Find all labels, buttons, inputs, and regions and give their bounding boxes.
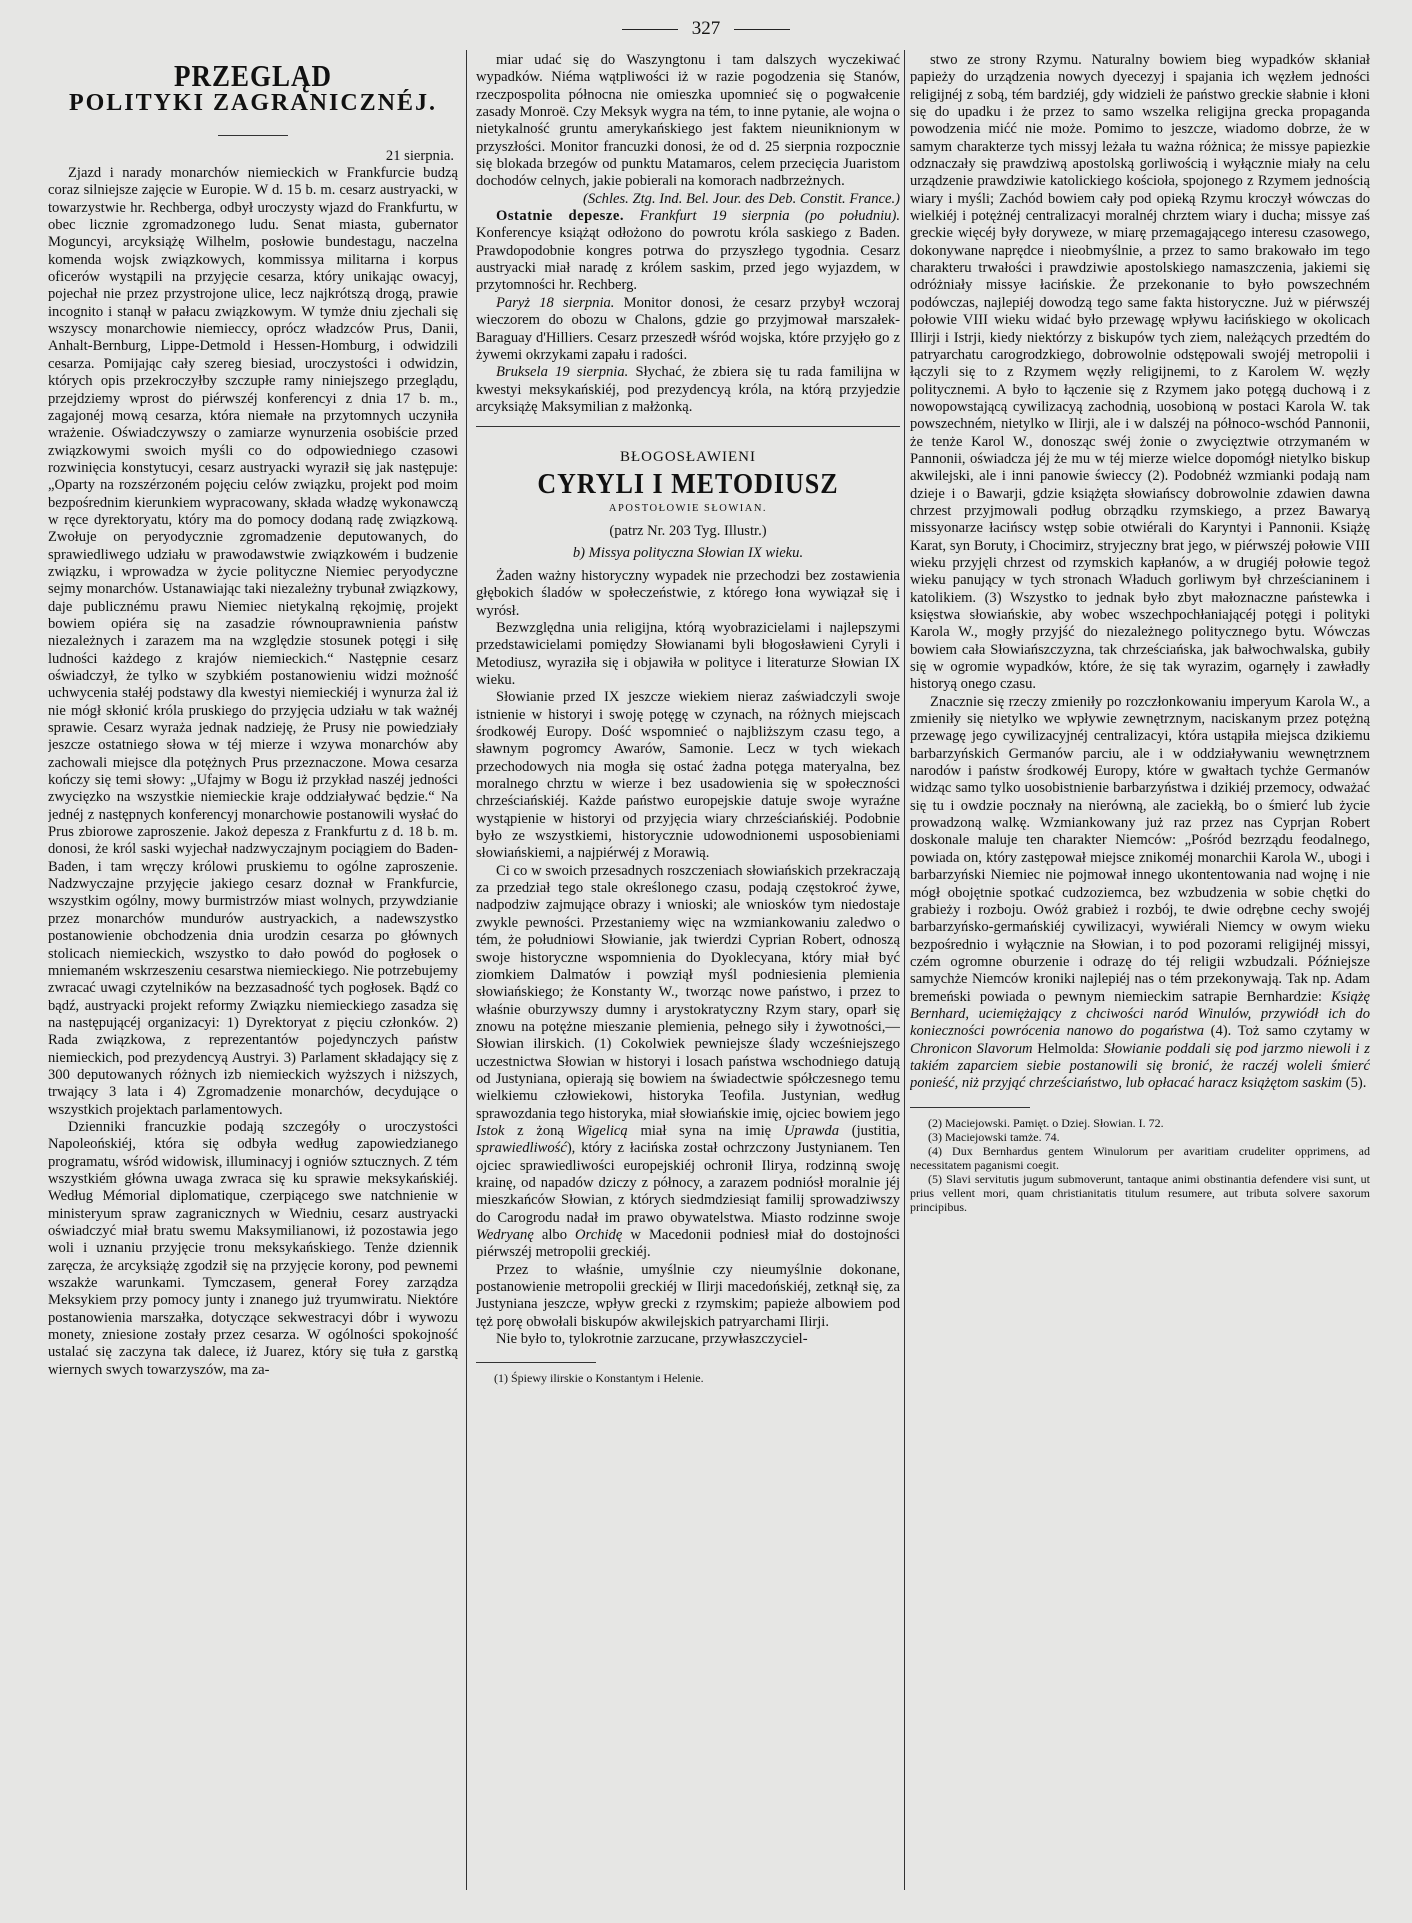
- italic-text: Frankfurt 19 sierpnia (po południu).: [639, 208, 900, 225]
- paragraph: [48, 1119, 458, 1379]
- text-run: Helmolda:: [1032, 1040, 1104, 1057]
- text-run: Znacznie się rzeczy zmieniły po rozczłonkowaniu imperyum Karola W., a zmieniły się nietylko we wpływie zewnętrznym, naciskanym przez potężną przewagę jego cywilizacyjnéj centralizacyi, która ustąpiła miejsca dzikiemu barbarzyńskich Germanów parciu, ale i w oddziaływaniu wewnętrznem narodów i państw środkowéj Europy, które w gwałtach tychże Germanów widząc samo tylko uosobistnienie barbarzyństwa i dzikiéj przemocy, odważać się tu i owdzie pocznały na nierówną, ale zaciekłą, bo o śmierć lub życie prowadzoną walkę. Wzmiankowany już raz przez nas Cyprjan Robert doskonale maluje ten charakter Niemców: „Pośród bezrządu feodalnego, powiada on, który zastępował miejsce znikoméj monarchii Karola W., ubogi i barbarzyński Niemiec nie pojmował innego ukontentowania nad wojnę i nie mógł obojętnie spotkać cudzoziemca, bez wzbudzenia w sobie chętki do grabieży i rozboju. Owóż grabież i rozbój, te dwie odrębne cechy swojéj barbarzyńsko-germańskiéj cywilizacyi, wywiérali Niemcy w owym wieku bezpośrednio i wyłącznie na Słowian, i to pod pozorami religijnéj missyi, czém ogromne oburzenie i odrazę do téj religii wzbudzali. Późniejsze samychże Niemców kroniki najlepiéj nas o tém przekonywają. Tak np. Adam bremeński powiada o pewnym niemieckim satrapie Bernhardzie:: [910, 693, 1370, 1005]
- text-run: Dzienniki francuzkie podają szczegóły o uroczystości Napoleońskiéj, która się odbyła według zapowiedzianego programatu, wśród widowisk, illuminacyj i ogniów sztucznych. Z tém wszystkiém główna uwaga zwraca się ku sprawie meksykańskiéj. Według Mémorial diplomatique, czerpiącego swe natchnienie w ministeryum spraw zagranicznych w Wiedniu, cesarz austryacki oświadczyć miał bratu swemu Maksymilianowi, iż pozostawia jego woli i uznaniu przyjęcie tronu meksykańskiego. Tenże dziennik zaręcza, że arcyksiążę zgodził się na przyjęcie korony, pod pewnemi wszakże warunkami. Tymczasem, generał Forey zarządza Meksykiem przy pomocy junty i znanego już tryumwiratu. Niektóre postanowienia marszałka, dotyczące sekwestracyi dóbr i wywozu monety, zniesione zostały przez cesarza. W ogólności spokojność ustalać się zaczyna tak dalece, iż Juarez, który się tuła z garstką wiernych swych towarzyszów, ma za-: [48, 1118, 458, 1378]
- text-run: (justitia,: [839, 1122, 900, 1139]
- dateline: 21 sierpnia.: [385, 147, 454, 164]
- text-run: w Macedonii podniesł miał do dostojności piérwszéj metropolii greckiéj.: [476, 1227, 900, 1261]
- article-body: [476, 568, 900, 1348]
- paragraph: [476, 620, 900, 689]
- article-body: [48, 165, 458, 1379]
- section-subtitle: POLITYKI ZAGRANICZNÉJ.: [68, 90, 438, 117]
- text-run: Konferencye książąt odłożono do powrotu króla saskiego z Baden. Prawdopodobnie kongres potrwa do przyszłego tygodnia. Cesarz austryacki miał naradę z królem saskim, przed jego wyjazdem, w przytomności hr. Rechberg.: [476, 225, 900, 294]
- paragraph: [476, 1262, 900, 1331]
- italic-text: Uprawda: [783, 1122, 839, 1139]
- paragraph: [476, 1331, 900, 1348]
- text-run: Słychać, że zbiera się tu rada familijna w kwestyi meksykańskiéj, pod prezydencyą króla, na którą przyjedzie arcyksiążę Maksymilian z małżonką.: [476, 364, 900, 415]
- column-2: [476, 52, 900, 1902]
- italic-text: Chronicon Slavorum: [910, 1040, 1033, 1057]
- sources-line: (Schles. Ztg. Ind. Bel. Jour. des Deb. Constit. France.): [583, 190, 900, 207]
- footnote-divider: [910, 1107, 1030, 1108]
- italic-text: sprawiedliwość: [476, 1140, 567, 1157]
- paragraph: [910, 52, 1370, 694]
- divider: [476, 426, 900, 427]
- text-run: (4). Toż samo czytamy w: [1204, 1023, 1370, 1040]
- text-run: stwo ze strony Rzymu. Naturalny bowiem bieg wypadków skłaniał papieży do urządzenia nowych dyecezyj i spajania ich węzłem jedności religijnéj z sobą, tém bardziéj, gdy widzieli że państwo greckie słabnie i kłoni się do upadku i że przez to samo wszelka religijna grecka propaganda powodzenia mićć nie może. Pomimo to jeszcze, wiadomo dobrze, że w samym charakterze tych missyj leżała tu ważna różnica; że missye papiezkie odznaczały się prawdziwą apostolską gorliwością i wyłącznie miały na celu urządzenie prawdziwie katolickiego kościoła, spojonego z Rzymem jednością wiary i myśli; Zachód bowiem cały pod opieką Rzymu kroczył wówczas do wielkiéj i potężnéj centralizacyi moralnéj chrztem wiary i ducha; missye zaś greckie więcéj były doryweze, w miarę przemagającego interesu czasowego, dokonywane naprędce i nieobmyślnie, a przez to samo brakowało im tego charakteru trwałości i prawdziwie apostolskiego namaszczenia, jakiemi się odróżniały missye łacińskie. Że przekonanie to było powszechném podówczas, najlepiéj dowodzą tego same fakta historyczne. Już w piérwszéj połowie VIII wieku widać było przewagę wpływu łacińskiego w okolicach Illirji i Istrji, kiedy niektórzy z biskupów tych ziem, należących przedtém do patryarchatu carogrodzkiego, dobrowolnie odstępowali swojéj metropolii i łączyli się to z Rzymem węzły religijnemi, to z Karolem W. węzły politycznemi. A było to łączenie się z Rzymem jako potęgą duchową i z nowopowstającą cywilizacyą zachodnią, uosobioną w postaci Karola W. tak powszechném, nietylko w Ilirji, ale i w dalszéj na północo-wschód Pannonii, że tenże Karol W., donosząc swéj żonie o zwycięztwie otrzymaném w Pannonii, oświadcza jéj że mu w téj mierze wielce dopomógł nietylko biskup akwilejski, ale i inni panowie świeccy (2). Podobnéż wzmianki podają nam dzieje i o Bawarji, gdzie książęta słowiańscy dobrowolnie zdawien dawna chrzest przyjmowali podług obrządku rzymskiego, a przez Bawaryą missyonarze łacińscy wstęp sobie otwiérali do Karyntyi i Pannonii. Książę Karat, syn Boruty, i Chocimirz, stryjeczny brat jego, w piérwszéj połowie VIII wieku przyjęli chrzest od rzymskich kapłanów, a w drugiéj połowie tegoż wieku panujący w tych stronach Właduch gorliwym był chrześcianinem i katolikiem. (3) Wszystko to jednak było zbyt małoznaczne państewka i księstwa słowiańskie, aby wobec wszechpochłaniającéj potęgi i polityki Karola W., mogły przyjść do niezależnego politycznego bytu. Wówczas bowiem cała Słowiańszczyzna, tak chrześciańska, jak bałwochwalska, gubiły się w ogromie wypadków, które, że się tak wyrazim, ogarnęły i zawładły historyą onego czasu.: [910, 52, 1370, 693]
- paragraph: [476, 863, 900, 1262]
- article-section: b) Missya polityczna Słowian IX wieku.: [572, 544, 804, 561]
- article-title: CYRYLI I METODIUSZ: [537, 467, 839, 499]
- italic-text: Istok: [476, 1122, 505, 1139]
- column-1: [48, 52, 458, 1902]
- paragraph: [476, 208, 900, 295]
- dispatches: [476, 208, 900, 416]
- footnote: (5) Slavi servitutis jugum submoverunt, tantaque animi obstinantia defendere visi sunt, ut prius vellent mori, quam christianitatis titulum resumere, aut tributa solvere saxorum principibus.: [910, 1171, 1370, 1214]
- italic-text: Książę Bernhard, uciemiężający z chciwości naród Winulów, przywiódł ich do konieczności powrócenia nanowo do pogaństwa: [910, 988, 1370, 1040]
- section-title: PRZEGLĄD: [173, 58, 333, 94]
- text-run: Żaden ważny historyczny wypadek nie przechodzi bez zostawienia głębokich śladów w społeczeństwie, z którego łona wywiązał się i wyrósł.: [476, 567, 900, 619]
- article-kicker: BŁOGOSŁAWIENI: [620, 449, 756, 466]
- paragraph: [476, 364, 900, 416]
- article-reference: (patrz Nr. 203 Tyg. Illustr.): [609, 523, 767, 540]
- footnote: (1) Śpiewy ilirskie o Konstantym i Helenie.: [494, 1371, 704, 1386]
- text-run: (5).: [1342, 1075, 1367, 1092]
- italic-text: Orchidę: [575, 1227, 623, 1243]
- text-run: Nie było to, tylokrotnie zarzucane, przywłaszczyciel-: [496, 1331, 808, 1348]
- paragraph: [476, 295, 900, 364]
- paragraph: [476, 52, 900, 191]
- bold-text: Ostatnie depesze.: [496, 208, 640, 225]
- article-subtitle: APOSTOŁOWIE SŁOWIAN.: [608, 502, 768, 514]
- text-run: z żoną: [504, 1122, 577, 1139]
- paragraph: [910, 694, 1370, 1093]
- text-run: Zjazd i narady monarchów niemieckich w Frankfurcie budzą coraz silniejsze zajęcie w Europie. W d. 15 b. m. cesarz austryacki, w towarzystwie hr. Rechberga, odbył uroczysty wjazd do Frankfurtu, w obec licznie zgromadzonego ludu. Senat miasta, gubernator Moguncyi, arcyksiążę Wilhelm, posłowie bundestagu, naczelna komenda wojsk związkowych, kommissya militarna i korpus oficerów wystąpili na przyjęcie cesarza, który unikając owacyj, pojechał nie przez przystrojone ulice, lecz najkrótszą drogą, prawie incognito i stanął w pałacu związkowym. W tymże dniu zjechali się wszyscy monarchowie niemieccy, oprócz władzców Prus, Danii, Anhalt-Bernburg, Lippe-Detmold i Hessen-Homburg, i odwidzili cesarza. Pomijając cały szereg biesiad, uroczystości i odwidzin, których opis przekroczyłby szczupłe ramy niniejszego przeglądu, przejdziemy wprost do piérwszéj konferencyi z dnia 17 b. m., zagajonéj mową cesarza, która niemałe na przytomnych uczyniła wrażenie. Oświadczywszy o zamiarze wynurzenia osobiście przed związkowymi swoich myśli co do odpowiedniego czasowi rozwinięcia konstytucyi, cesarz austryacki wyraził się jak następuje: „Oparty na rozszérzoném pojęciu celów związku, projekt pod moim bezpośrednim kierunkiem wypracowany, składa władzę wykonawczą w ręce dyrektoryatu, który ma do pomocy dodaną radę związkową. Zwołuje on peryodycznie zgromadzenie deputowanych, do sprawiedliwego udziału w prawodawstwie związkowém i budzenie związku, i wprowadza w życie polityczne Niemiec peryodyczne sejmy monarchów. Ustanawiając taki niezależny trybunał związkowy, daje publicznému prawu Niemiec nietykalną rękojmię, projekt bowiem opiéra się na zasadzie równouprawnienia państw niezależnych i zarazem ma na względzie stosunek potęgi i siłę ludności każdego z krajów niemieckich.“ Następnie cesarz oświadczył, że tylko w szybkiém postanowieniu widzi możność uchwycenia stałéj podstawy dla kwestyi niemieckiéj i wynurza żal iż nie mógł skłonić króla pruskiego do przyjęcia udziału w tak ważnéj sprawie. Cesarz wyraża jednak nadzieję, że Prusy nie powiedziały jeszcze ostatniego słowa w téj mierze i wzywa monarchów aby zachowali miejsce dla potężnych Prus przeznaczone. Mowa cesarza kończy się temi słowy: „Ufajmy w Bogu iż przykład naszéj jedności zwycięzko na wszystkie niemieckie kraje oddziaływać będzie.“ Na jednéj z następnych konferencyj monarchowie postanowili wysłać do Prus zbiorowe zaproszenie. Jakoż depesza z Frankfurtu z d. 18 b. m. donosi, że król saski wyjechał nadzwyczajnym pociągiem do Baden-Baden, i tam wręczy królowi pruskiemu to ogólne zaproszenie. Nadzwyczajne przyjęcie jakiego cesarz doznał w Frankfurcie, wszystkim ogólny, mowy burmistrzów miast wolnych, przywdzianie przez monarchów mundurów austryackich, a nadewszystko postanowienie obchodzenia dnia urodzin cesarza po głównych stolicach niemieckich, wszystko to dało powód do pogłosek o mniemaném wskrzeszeniu cesarstwa niemieckiego. Nie potrzebujemy zwracać uwagi czytelników na bezzasadność tych pogłosek. Bądź co bądź, austryacki projekt reformy Związku niemieckiego zasadza się na następującéj organizacyi: 1) Dyrektoryat z pięciu członków. 2) Rada związkowa, z reprezentantów pojedynczych państw niemieckich, pod prezydencyą Austryi. 3) Parlament składający się z 300 deputowanych różnych izb niemieckich wyższych i niższych, trwający 3 lata i 4) Zgromadzenie monarchów, decydujące o wszystkich projektach parlamentowych.: [48, 165, 458, 1118]
- text-run: miał syna na imię: [627, 1122, 784, 1139]
- italic-text: Paryż 18 sierpnia.: [496, 294, 624, 311]
- text-run: Przez to właśnie, umyślnie czy nieumyślnie dokonane, postanowienie metropolii greckiéj w Ilirji macedońskiéj, zetknął się, za Justyniana jeszcze, wpływ grecki z rzymskim; papieże albowiem pod tęż porę obwołali biskupów akwilejskich patryarchami Ilirji.: [476, 1261, 900, 1330]
- italic-text: Wedryanę: [476, 1227, 534, 1243]
- divider: [218, 135, 288, 136]
- text-run: ), który z łacińska został ochrzczony Justynianem. Ten ojciec sprawiedliwości europejskiéj ochronił Ilirya, rodzinną swoję krainę, od napadów dziczy z północy, a zarazem podniósł moralnie jéj mieszkańców Słowian, z których siedmdziesiąt familij sprowadziwszy do Carogrodu nadał im prawo obywatelstwa. Miasto rodzinne swoje: [476, 1140, 900, 1226]
- footnote: (2) Maciejowski. Pamięt. o Dziej. Słowian. I. 72.: [928, 1115, 1164, 1130]
- footnote: (3) Maciejowski tamże. 74.: [928, 1129, 1060, 1144]
- paragraph: [476, 568, 900, 620]
- footnote: (4) Dux Bernhardus gentem Winulorum per avaritiam crudeliter opprimens, ad necessitatem paganismi coegit.: [910, 1143, 1370, 1172]
- article-body: [910, 52, 1370, 1093]
- text-run: Monitor donosi, że cesarz przybył wczoraj wieczorem do obozu w Chalons, gdzie go przyjmował marszałek-Baraguay d'Hilliers. Cesarz przeszedł wśród wojska, które przyjęło go z żywemi okrzykami zapału i radości.: [476, 294, 900, 363]
- text-run: miar udać się do Waszyngtonu i tam dalszych wyczekiwać wypadków. Niéma wątpliwości iż w razie pogodzenia się Stanów, rzeczpospolita północna nie omieszka upomnieć się o pogwałcenie zasady Monroë. Czy Meksyk wygra na tém, to inne pytanie, ale wojna o nietykalność gruntu amerykańskiego jest faktem nieuniknionym w przyszłości. Monitor francuzki donosi, że od d. 25 sierpnia rozpocznie się blokada brzegów od punktu Matamaros, celem przecięcia Juaristom dochodów celnych, jakie pobierali na komorach nadbrzeżnych.: [476, 52, 900, 190]
- text-run: Ci co w swoich przesadnych roszczeniach słowiańskich przekraczają za przedział tego stale określonego czasu, podają częstokroć żywe, nadpodziw zajmujące obrazy i wnioski; ale wniosków tym niedostaje zwykle pewności. Przestaniemy więc na wzmiankowaniu zaledwo o tém, że południowi Słowianie, jak twierdzi Cyprian Robert, odnoszą swoje historyczne wspomnienia do Dyoklecyana, który miał być ziomkiem Dalmatów i powziął myśl podniesienia plemienia słowiańskiego; że Konstanty W., tworząc nowe państwo, i przez to właśnie oburzywszy dumny i arystokratyczny Rzym stary, oparł się znowu na potężne mieszanie plemienia, pełnego siły i żywotności,— Słowian ilirskich. (1) Cokolwiek pewniejsze ślady wcześniejszego uczestnictwa Słowian w historyi i losach państwa wschodniego datują od Justyniana, opierają się bowiem na świadectwie spółczesnego temu wielkiemu człowiekowi, historyka Teofila. Justynian, według sprawozdania tego historyka, miał słowiańskie imię, ojciec bowiem jego: [476, 862, 900, 1122]
- page-number: [0, 18, 1412, 40]
- italic-text: Wigelicą: [576, 1122, 628, 1139]
- italic-text: Bruksela 19 sierpnia.: [496, 364, 636, 381]
- italic-text: Słowianie poddali się pod jarzmo niewoli i z takiém zaparciem siebie postanowili się bronić, że raczéj woleli śmierć ponieść, niż przyjąć chrześciaństwo, lub opłacać haracz książętom saskim: [910, 1040, 1370, 1092]
- column-3: [910, 52, 1370, 1902]
- text-run: albo: [533, 1227, 576, 1243]
- column-divider: [466, 50, 467, 1890]
- text-run: Bezwzględna unia religijna, którą wyobrazicielami i najlepszymi przedstawicielami pomiędzy Słowianami byli błogosławieni Cyryli i Metodiusz, wyraziła się i objawiła w polityce i literaturze Słowian IX wieku.: [476, 619, 900, 688]
- paragraph: [48, 165, 458, 1119]
- column-divider: [904, 50, 905, 1890]
- footnote-divider: [476, 1362, 596, 1363]
- text-run: Słowianie przed IX jeszcze wiekiem nieraz zaświadczyli swoje istnienie w historyi i swoję potęgę w czynach, na różnych miejscach środkowéj Europy. Dość wspomnieć o najbliższym czasu tego, a sławnym pogromcy Awarów, Samonie. Lecz w tych wiekach przechodowych nia mogła się ostać żadna potęga materyalna, bez moralnego chrztu w wierze i bez usadowienia się w społeczności chrześciańskiéj. Każde państwo europejskie datuje swoje wyraźne wystąpienie w historyi od przyjęcia wiary chrześciańskiéj. Podobnie było ze wszystkiemi, historycznie udowodnionemi usposobieniami słowiańskiemi, a najpiérwéj z Morawią.: [476, 689, 900, 862]
- page-number-text: 327: [691, 18, 721, 39]
- article-body: [476, 52, 900, 191]
- paragraph: [476, 689, 900, 862]
